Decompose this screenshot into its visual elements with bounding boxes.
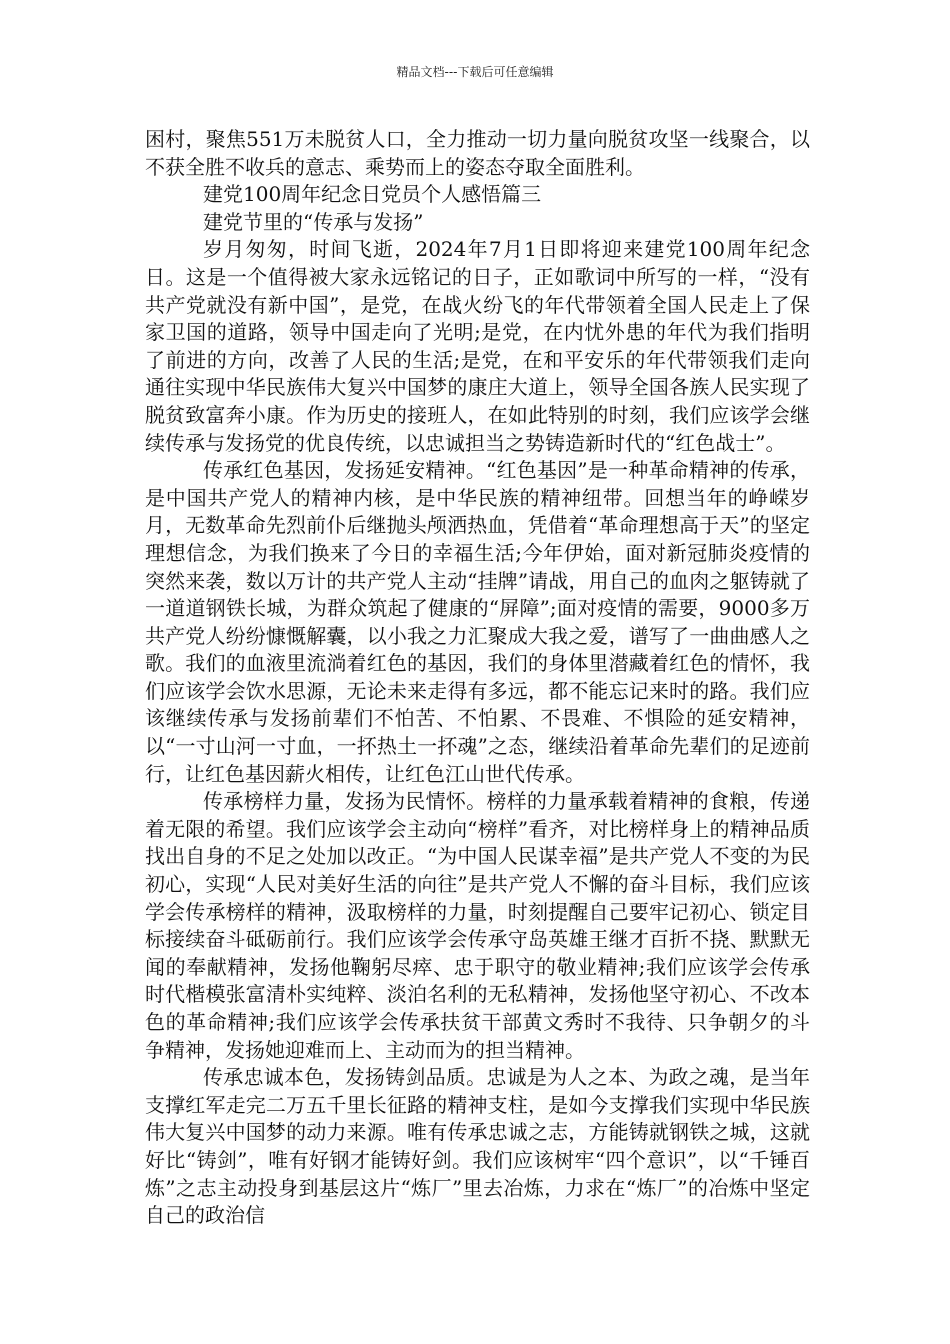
- paragraph-loyalty: 传承忠诚本色，发扬铸剑品质。忠诚是为人之本、为政之魂，是当年支撑红军走完二万五千里长征路的精神支柱，是如今支撑我们实现中华民族伟大复兴中国梦的动力来源。唯有传承忠诚之志，方能铸就钢铁之城，这就好比“铸剑”，唯有好钢才能铸好剑。我们应该树牢“四个意识”，以“千锤百炼”之志主动投身到基层这片“炼厂”里去冶炼，力求在“炼厂”的冶炼中坚定自己的政治信: [145, 1065, 810, 1228]
- paragraph-1: 困村，聚焦551万未脱贫人口，全力推动一切力量向脱贫攻坚一线聚合，以不获全胜不收兵的意志、乘势而上的姿态夺取全面胜利。: [145, 127, 810, 179]
- paragraph-subheading: 建党节里的“传承与发扬”: [203, 209, 424, 234]
- paragraph-intro: 岁月匆匆，时间飞逝，2024年7月1日即将迎来建党100周年纪念日。这是一个值得被大家永远铭记的日子，正如歌词中所写的一样，“没有共产党就没有新中国”，是党，在战火纷飞的年代带领着全国人民走上了保家卫国的道路，领导中国走向了光明;是党，在内忧外患的年代为我们指明了前进的方向，改善了人民的生活;是党，在和平安乐的年代带领我们走向通往实现中华民族伟大复兴中国梦的康庄大道上，领导全国各族人民实现了脱贫致富奔小康。作为历史的接班人，在如此特别的时刻，我们应该学会继续传承与发扬党的优良传统，以忠诚担当之势铸造新时代的“红色战士”。: [145, 237, 810, 455]
- document-body: [145, 126, 810, 1230]
- paragraph-red-gene: 传承红色基因，发扬延安精神。“红色基因”是一种革命精神的传承，是中国共产党人的精神内核，是中华民族的精神纽带。回想当年的峥嵘岁月，无数革命先烈前仆后继抛头颅洒热血，凭借着“革命理想高于天”的坚定理想信念，为我们换来了今日的幸福生活;今年伊始，面对新冠肺炎疫情的突然来袭，数以万计的共产党人主动“挂牌”请战，用自己的血肉之躯铸就了一道道钢铁长城，为群众筑起了健康的“屏障”;面对疫情的需要，9000多万共产党人纷纷慷慨解囊，以小我之力汇聚成大我之爱，谱写了一曲曲感人之歌。我们的血液里流淌着红色的基因，我们的身体里潜藏着红色的情怀，我们应该学会饮水思源，无论未来走得有多远，都不能忘记来时的路。我们应该继续传承与发扬前辈们不怕苦、不怕累、不畏难、不惧险的延安精神，以“一寸山河一寸血，一抔热土一抔魂”之态，继续沿着革命先辈们的足迹前行，让红色基因薪火相传，让红色江山世代传承。: [145, 458, 810, 786]
- page-header: 精品文档---下载后可任意编辑: [396, 65, 554, 79]
- paragraph-role-model: 传承榜样力量，发扬为民情怀。榜样的力量承载着精神的食粮，传递着无限的希望。我们应该学会主动向“榜样”看齐，对比榜样身上的精神品质找出自身的不足之处加以改正。“为中国人民谋幸福”是共产党人不变的为民初心，实现“人民对美好生活的向往”是共产党人不懈的奋斗目标，我们应该学会传承榜样的精神，汲取榜样的力量，时刻提醒自己要牢记初心、锁定目标接续奋斗砥砺前行。我们应该学会传承守岛英雄王继才百折不挠、默默无闻的奉献精神，发扬他鞠躬尽瘁、忠于职守的敬业精神;我们应该学会传承时代楷模张富清朴实纯粹、淡泊名利的无私精神，发扬他坚守初心、不改本色的革命精神;我们应该学会传承扶贫干部黄文秀时不我待、只争朝夕的斗争精神，发扬她迎难而上、主动而为的担当精神。: [145, 789, 810, 1062]
- paragraph-heading: 建党100周年纪念日党员个人感悟篇三: [203, 182, 542, 207]
